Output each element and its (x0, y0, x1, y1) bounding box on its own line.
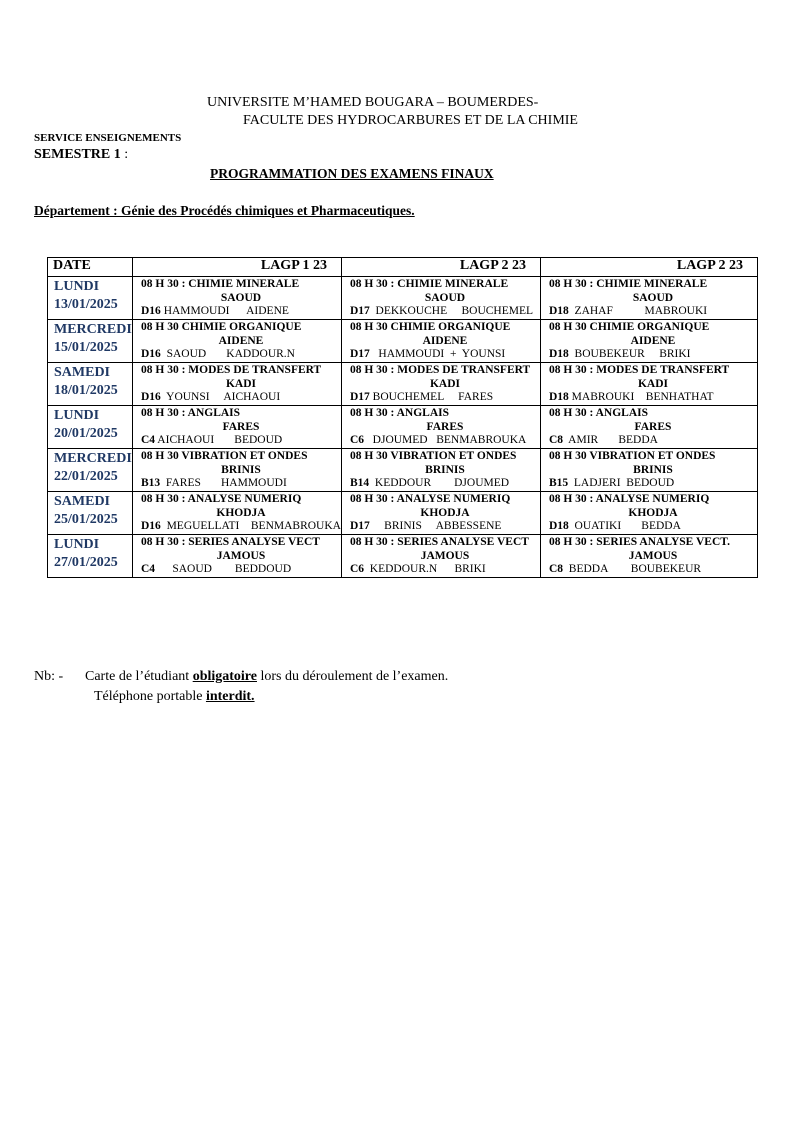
exam-room: C8 (548, 563, 564, 575)
exam-cell (133, 535, 342, 578)
exam-cell (540, 492, 757, 535)
exam-cell (341, 406, 540, 449)
exam-room-line (350, 563, 540, 577)
date-cell (48, 535, 133, 578)
exam-room: C6 (349, 434, 365, 446)
exam-date: 22/01/2025 (54, 469, 118, 484)
exam-room: D17 (349, 391, 370, 403)
exam-cell (341, 492, 540, 535)
exam-room: B13 (141, 477, 161, 489)
day-name: LUNDI (54, 537, 100, 552)
invigilators: MABROUKI BENHATHAT (568, 391, 714, 403)
faculty-name: FACULTE DES HYDROCARBURES ET DE LA CHIMIE (243, 113, 578, 128)
exam-room-line (350, 434, 540, 448)
invigilators: AICHAOUI BEDOUD (155, 434, 283, 446)
department-line: Département : Génie des Procédés chimiques et Pharmaceutiques. (34, 203, 415, 218)
exam-cell (341, 363, 540, 406)
exam-room-line (350, 520, 540, 534)
day-name: MERCREDI (54, 322, 132, 337)
exam-cell (341, 535, 540, 578)
invigilators: HAMMOUDI AIDENE (160, 305, 289, 317)
exam-teacher: JAMOUS (628, 549, 678, 562)
note-line-1 (34, 669, 448, 685)
exam-subject: 08 H 30 CHIMIE ORGANIQUE (548, 321, 710, 333)
exam-teacher: AIDENE (422, 334, 468, 347)
note-line1-after: lors du déroulement de l’examen. (256, 669, 449, 684)
exam-teacher: AIDENE (630, 334, 676, 347)
invigilators: SAOUD BEDDOUD (155, 563, 292, 575)
exam-teacher: SAOUD (424, 291, 466, 304)
semestre-label (34, 147, 128, 163)
note-line-2 (94, 689, 255, 705)
exam-teacher: KADI (429, 377, 460, 390)
table-row (48, 277, 758, 320)
exam-date: 27/01/2025 (54, 555, 118, 570)
exam-date: 18/01/2025 (54, 383, 118, 398)
invigilators: BRINIS ABBESSENE (369, 520, 502, 532)
exam-teacher: FARES (634, 420, 672, 433)
semestre-text: SEMESTRE 1 (34, 147, 121, 162)
exam-cell (341, 320, 540, 363)
exam-room-line (350, 477, 540, 491)
exam-cell (133, 320, 342, 363)
exam-room: B15 (548, 477, 569, 489)
exam-room: D16 (141, 520, 161, 532)
exam-teacher: FARES (426, 420, 464, 433)
exam-cell (540, 449, 757, 492)
exam-teacher: SAOUD (220, 291, 262, 304)
exam-teacher: KHODJA (628, 506, 678, 519)
table-row (48, 320, 758, 363)
invigilators: SAOUD KADDOUR.N (160, 348, 295, 360)
exam-cell (133, 406, 342, 449)
group-header-2: LAGP 2 23 (341, 258, 540, 277)
university-name: UNIVERSITE M’HAMED BOUGARA – BOUMERDES- (207, 95, 539, 110)
exam-room-line (141, 434, 341, 448)
exam-cell (540, 363, 757, 406)
exam-room-line (350, 305, 540, 319)
exam-cell (341, 449, 540, 492)
invigilators: MEGUELLATI BENMABROUKA (160, 520, 341, 532)
exam-subject: 08 H 30 : ANALYSE NUMERIQ (548, 493, 710, 505)
invigilators: DEKKOUCHE BOUCHEMEL (369, 305, 534, 317)
invigilators: BOUCHEMEL FARES (369, 391, 494, 403)
exam-cell (540, 277, 757, 320)
exam-teacher: BRINIS (633, 463, 673, 476)
exam-subject: 08 H 30 : CHIMIE MINERALE (141, 278, 300, 290)
service-label: SERVICE ENSEIGNEMENTS (34, 132, 182, 144)
exam-cell (133, 277, 342, 320)
exam-room-line (350, 348, 540, 362)
exam-room: D18 (548, 520, 569, 532)
date-cell (48, 320, 133, 363)
exam-subject: 08 H 30 : MODES DE TRANSFERT (349, 364, 531, 376)
exam-subject: 08 H 30 : CHIMIE MINERALE (349, 278, 509, 290)
document-title: PROGRAMMATION DES EXAMENS FINAUX (210, 166, 494, 181)
exam-subject: 08 H 30 : ANALYSE NUMERIQ (141, 493, 302, 505)
exam-room-line (549, 520, 757, 534)
exam-room: B14 (349, 477, 370, 489)
exam-subject: 08 H 30 : SERIES ANALYSE VECT (141, 536, 320, 548)
exam-cell (540, 320, 757, 363)
table-row (48, 449, 758, 492)
exam-subject: 08 H 30 : ANGLAIS (141, 407, 241, 419)
exam-room-line (141, 305, 341, 319)
exam-room-line (549, 477, 757, 491)
invigilators: BOUBEKEUR BRIKI (568, 348, 691, 360)
exam-room-line (549, 434, 757, 448)
exam-date: 15/01/2025 (54, 340, 118, 355)
table-row (48, 406, 758, 449)
table-row (48, 535, 758, 578)
invigilators: KEDDOUR DJOUMED (369, 477, 510, 489)
invigilators: OUATIKI BEDDA (568, 520, 681, 532)
date-cell (48, 449, 133, 492)
exam-date: 13/01/2025 (54, 297, 118, 312)
exam-schedule-table (47, 257, 758, 578)
exam-room: D16 (141, 305, 161, 317)
note-interdit: interdit. (205, 689, 255, 704)
exam-subject: 08 H 30 : SERIES ANALYSE VECT (349, 536, 529, 548)
invigilators: AMIR BEDDA (563, 434, 658, 446)
day-name: SAMEDI (54, 365, 111, 380)
exam-subject: 08 H 30 : ANGLAIS (548, 407, 649, 419)
group-header-1: LAGP 1 23 (133, 258, 342, 277)
date-cell (48, 277, 133, 320)
invigilators: DJOUMED BENMABROUKA (364, 434, 527, 446)
exam-room: C6 (349, 563, 365, 575)
exam-teacher: BRINIS (221, 463, 261, 476)
date-column-header: DATE (48, 258, 133, 277)
exam-room-line (549, 391, 757, 405)
exam-subject: 08 H 30 : MODES DE TRANSFERT (141, 364, 322, 376)
exam-teacher: KADI (637, 377, 668, 390)
exam-teacher: JAMOUS (216, 549, 266, 562)
invigilators: LADJERI BEDOUD (568, 477, 675, 489)
exam-room: C4 (141, 563, 156, 575)
date-cell (48, 363, 133, 406)
exam-teacher: FARES (222, 420, 260, 433)
table-header-row (48, 258, 758, 277)
exam-teacher: BRINIS (425, 463, 465, 476)
exam-subject: 08 H 30 VIBRATION ET ONDES (141, 450, 308, 462)
exam-teacher: AIDENE (218, 334, 264, 347)
exam-cell (540, 406, 757, 449)
exam-cell (133, 492, 342, 535)
exam-room: D16 (141, 391, 161, 403)
invigilators: ZAHAF MABROUKI (568, 305, 708, 317)
exam-teacher: KHODJA (420, 506, 470, 519)
exam-subject: 08 H 30 : ANGLAIS (349, 407, 450, 419)
invigilators: FARES HAMMOUDI (160, 477, 287, 489)
exam-room: C4 (141, 434, 156, 446)
table-row (48, 363, 758, 406)
exam-room-line (549, 348, 757, 362)
exam-subject: 08 H 30 VIBRATION ET ONDES (548, 450, 716, 462)
invigilators: BEDDA BOUBEKEUR (563, 563, 702, 575)
day-name: LUNDI (54, 279, 100, 294)
exam-room: D17 (349, 348, 370, 360)
exam-teacher: SAOUD (632, 291, 674, 304)
group-header-3: LAGP 2 23 (540, 258, 757, 277)
note-obligatoire: obligatoire (192, 669, 257, 684)
day-name: MERCREDI (54, 451, 132, 466)
exam-cell (133, 363, 342, 406)
exam-room: D17 (349, 305, 370, 317)
exam-cell (341, 277, 540, 320)
exam-subject: 08 H 30 CHIMIE ORGANIQUE (349, 321, 511, 333)
exam-date: 25/01/2025 (54, 512, 118, 527)
exam-room-line (141, 348, 341, 362)
exam-teacher: KADI (225, 377, 256, 390)
exam-room-line (141, 391, 341, 405)
exam-subject: 08 H 30 : CHIMIE MINERALE (548, 278, 708, 290)
exam-room: D18 (548, 391, 569, 403)
day-name: LUNDI (54, 408, 100, 423)
exam-room: C8 (548, 434, 564, 446)
semestre-suffix: : (120, 147, 129, 162)
exam-cell (540, 535, 757, 578)
exam-room-line (350, 391, 540, 405)
table-row (48, 492, 758, 535)
invigilators: YOUNSI AICHAOUI (160, 391, 281, 403)
exam-subject: 08 H 30 VIBRATION ET ONDES (349, 450, 517, 462)
date-cell (48, 406, 133, 449)
exam-room-line (141, 563, 341, 577)
exam-room: D18 (548, 348, 569, 360)
exam-cell (133, 449, 342, 492)
note-label: Nb: - (34, 669, 64, 684)
exam-room: D17 (349, 520, 370, 532)
exam-subject: 08 H 30 : MODES DE TRANSFERT (548, 364, 730, 376)
note-line1-before: Carte de l’étudiant (85, 669, 193, 684)
exam-room-line (549, 563, 757, 577)
exam-teacher: KHODJA (216, 506, 266, 519)
date-cell (48, 492, 133, 535)
exam-subject: 08 H 30 : ANALYSE NUMERIQ (349, 493, 511, 505)
day-name: SAMEDI (54, 494, 111, 509)
exam-subject: 08 H 30 CHIMIE ORGANIQUE (141, 321, 302, 333)
invigilators: KEDDOUR.N BRIKI (364, 563, 486, 575)
exam-teacher: JAMOUS (420, 549, 470, 562)
exam-room-line (549, 305, 757, 319)
exam-room: D16 (141, 348, 161, 360)
exam-room-line (141, 520, 341, 534)
note-line2-before: Téléphone portable (94, 689, 206, 704)
exam-date: 20/01/2025 (54, 426, 118, 441)
invigilators: HAMMOUDI + YOUNSI (369, 348, 506, 360)
exam-room-line (141, 477, 341, 491)
exam-room: D18 (548, 305, 569, 317)
exam-subject: 08 H 30 : SERIES ANALYSE VECT. (548, 536, 730, 548)
